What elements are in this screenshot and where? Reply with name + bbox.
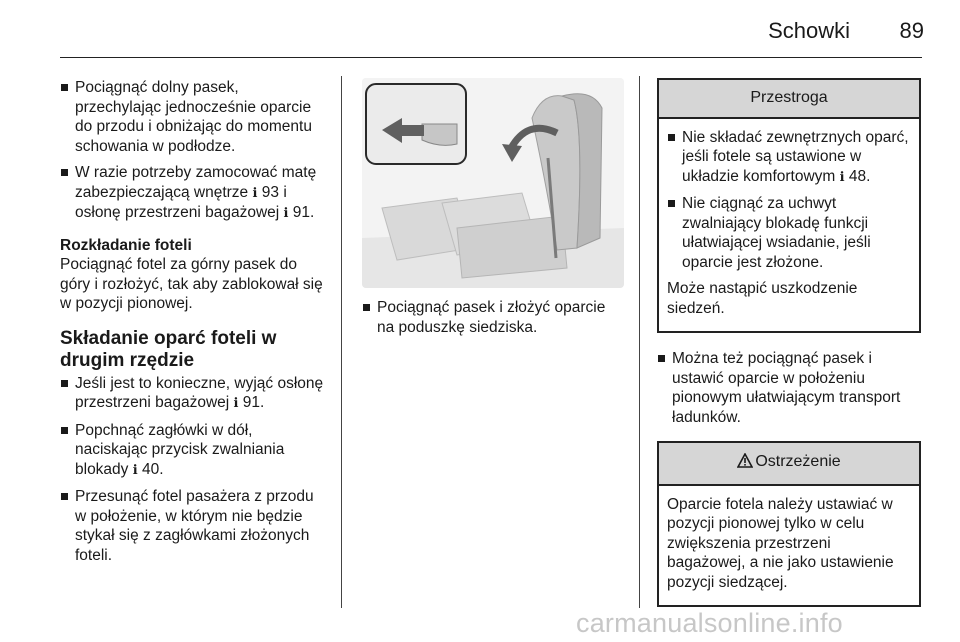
subheading-unfold: Rozkładanie foteli — [60, 236, 192, 254]
column-divider-1 — [341, 76, 342, 608]
page-ref-icon: ℹ — [283, 206, 289, 221]
page-ref[interactable]: 91 — [242, 394, 261, 411]
caution-bullet: Nie składać zewnętrznych oparć, jeśli fotele są ustawione w układzie komfortowym ℹ 48. — [667, 128, 911, 188]
page-ref-icon: ℹ — [132, 462, 138, 478]
caution-bullet: Nie ciągnąć za uchwyt zwalniający blokadę funkcji ułatwiającej wsiadanie, jeśli oparcie jest złożone. — [667, 194, 911, 272]
page-ref-icon: ℹ — [839, 169, 845, 185]
section-heading: Składanie oparć foteli w drugim rzędzie — [60, 327, 277, 371]
instruction-bullet: Pociągnąć dolny pasek, przechylając jednocześnie oparcie do przodu i obniżając do momentu schowania w podłodze. — [60, 78, 328, 156]
instruction-bullet: Można też pociągnąć pasek i ustawić oparcie w położeniu pionowym ułatwiającym transport ładunków. — [657, 349, 921, 427]
column-middle — [362, 78, 624, 344]
warning-text: Oparcie fotela należy ustawiać w pozycji pionowej tylko w celu zwiększenia przestrzeni bagażowej, a nie jako ustawienie pozycji siedzącej. — [667, 495, 894, 591]
header-divider — [60, 57, 922, 58]
caution-text: Może nastąpić uszkodzenie siedzeń. — [667, 280, 858, 317]
instruction-bullet: Przesunąć fotel pasażera z przodu w położenie, w którym nie będzie stykał się z zagłówkami złożonych foteli. — [60, 487, 328, 565]
warning-box — [657, 441, 921, 607]
page-ref[interactable]: 93 — [261, 183, 280, 201]
page-ref-icon: ℹ — [252, 185, 258, 201]
paragraph-unfold: Pociągnąć fotel za górny pasek do góry i rozłożyć, tak aby zablokował się w pozycji pionowej. — [60, 256, 323, 312]
column-right — [657, 78, 921, 623]
page-number: 89 — [899, 18, 924, 43]
page-ref[interactable]: 91 — [292, 204, 311, 221]
watermark: carmanualsonline.info — [576, 608, 843, 638]
instruction-bullet: W razie potrzeby zamocować matę zabezpieczającą wnętrze ℹ 93 i osłonę przestrzeni bagażowej ℹ 91. — [60, 163, 328, 224]
caution-title: Przestroga — [659, 80, 919, 119]
page-ref[interactable]: 48 — [848, 167, 867, 185]
warning-triangle-icon — [737, 453, 753, 474]
column-left — [60, 78, 328, 572]
instruction-bullet: Popchnąć zagłówki w dół, naciskając przycisk zwalniania blokady ℹ 40. — [60, 421, 328, 481]
column-divider-2 — [639, 76, 640, 608]
caution-box — [657, 78, 921, 333]
warning-title: Ostrzeżenie — [755, 453, 841, 470]
seat-folding-illustration — [362, 78, 624, 288]
instruction-bullet: Jeśli jest to konieczne, wyjąć osłonę przestrzeni bagażowej ℹ 91. — [60, 374, 328, 414]
figure-caption: Pociągnąć pasek i złożyć oparcie na poduszkę siedziska. — [362, 298, 624, 337]
page-ref-icon: ℹ — [233, 396, 239, 411]
page-ref[interactable]: 40 — [142, 460, 160, 478]
page-title: Schowki — [768, 18, 850, 43]
warning-title-bar — [659, 443, 919, 486]
